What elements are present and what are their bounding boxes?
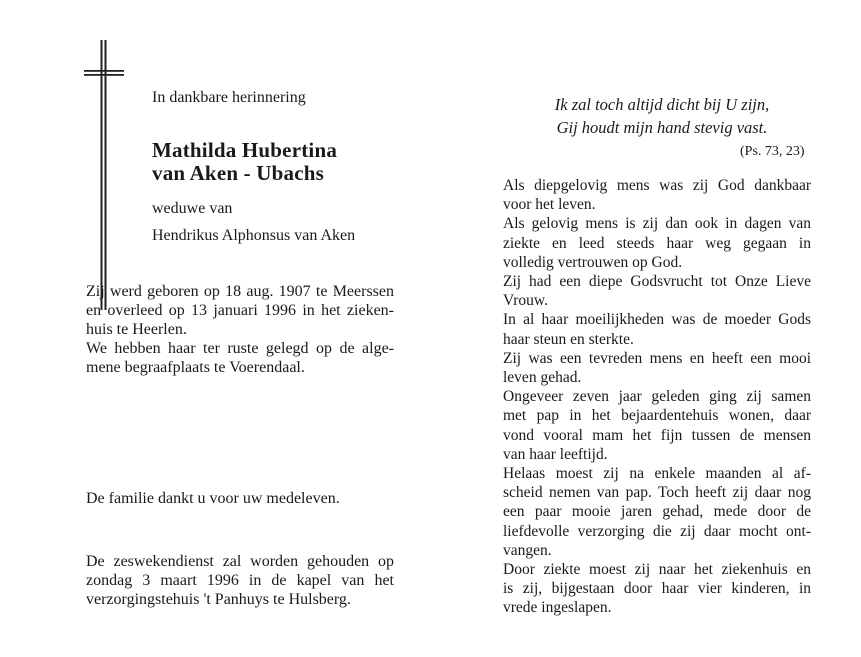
story-line: Door ziekte moest zij naar het ziekenhuis en bbox=[503, 561, 811, 579]
story-line: Helaas moest zij na enkele maanden al af- bbox=[503, 465, 811, 483]
story-line: Zij had een diepe Godsvrucht tot Onze Lieve bbox=[503, 273, 811, 291]
story-line: scheid nemen van pap. Toch heeft zij daar nog bbox=[503, 484, 811, 502]
service-paragraph bbox=[86, 552, 394, 609]
psalm-quote bbox=[512, 93, 812, 139]
story-line: liefdevolle verzorging die zij daar mocht ont- bbox=[503, 522, 811, 540]
story-line: vrede ingeslapen. bbox=[503, 599, 612, 617]
story-line: Zij was een tevreden mens en heeft een mooi bbox=[503, 349, 811, 367]
story-line: Als diepgelovig mens was zij God dankbaar bbox=[503, 177, 811, 194]
quote-line: Gij houdt mijn hand stevig vast. bbox=[556, 118, 768, 137]
bio-line: en overleed op 13 januari 1996 in het zieken- bbox=[86, 302, 394, 319]
story-line: leven gehad. bbox=[503, 369, 582, 387]
story-line: haar steun en sterkte. bbox=[503, 330, 634, 348]
story-line: volledig vertrouwen op God. bbox=[503, 253, 683, 271]
story-line: ziekte en leed steeds haar weg gegaan in bbox=[503, 234, 811, 252]
service-line: verzorgingstehuis 't Panhuys te Hulsberg. bbox=[86, 591, 351, 608]
cross-icon bbox=[84, 40, 124, 310]
quote-line: Ik zal toch altijd dicht bij U zijn, bbox=[554, 95, 770, 114]
widow-of-text: weduwe van bbox=[152, 200, 233, 217]
life-story bbox=[503, 176, 811, 618]
story-line: vangen. bbox=[503, 541, 552, 559]
story-line: Ongeveer zeven jaar geleden ging zij samen bbox=[503, 388, 811, 406]
thanks-text: De familie dankt u voor uw medeleven. bbox=[86, 490, 340, 507]
story-line: vond vooral mam het fijn tussen de mensen bbox=[503, 426, 811, 444]
bio-line: We hebben haar ter ruste gelegd op de alge- bbox=[86, 340, 394, 357]
deceased-name-line1: Mathilda Hubertina bbox=[152, 138, 338, 162]
bio-paragraph bbox=[86, 282, 394, 377]
story-line: is zij, bijgestaan door haar vier kinderen, in bbox=[503, 580, 811, 598]
story-line: In al haar moeilijkheden was de moeder Gods bbox=[503, 311, 811, 329]
story-line: Vrouw. bbox=[503, 292, 548, 310]
psalm-reference: (Ps. 73, 23) bbox=[740, 144, 805, 159]
story-line: voor het leven. bbox=[503, 196, 596, 214]
bio-line: mene begraafplaats te Voerendaal. bbox=[86, 359, 305, 376]
story-line: van haar leeftijd. bbox=[503, 445, 608, 463]
story-line: met pap in het bejaardentehuis wonen, daar bbox=[503, 407, 811, 425]
deceased-name-line2: van Aken - Ubachs bbox=[152, 161, 325, 185]
story-line: een paar mooie jaren gehad, mede door de bbox=[503, 503, 811, 521]
bio-line: huis te Heerlen. bbox=[86, 321, 187, 338]
service-line: zondag 3 maart 1996 in de kapel van het bbox=[86, 572, 394, 589]
husband-name: Hendrikus Alphonsus van Aken bbox=[152, 227, 356, 244]
intro-text: In dankbare herinnering bbox=[152, 89, 306, 106]
story-line: Als gelovig mens is zij dan ook in dagen van bbox=[503, 215, 811, 233]
bio-line: Zij werd geboren op 18 aug. 1907 te Meerssen bbox=[86, 283, 394, 300]
service-line: De zeswekendienst zal worden gehouden op bbox=[86, 553, 394, 570]
